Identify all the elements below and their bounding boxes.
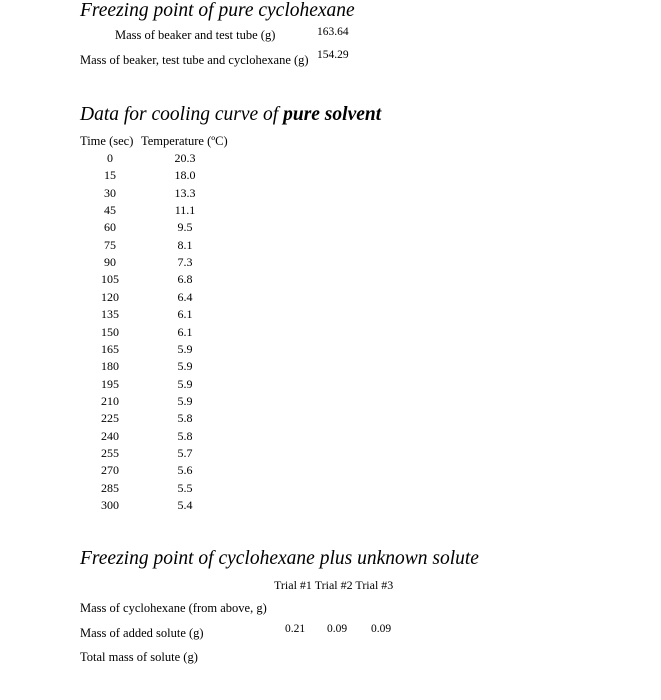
section3-title: Freezing point of cyclohexane plus unknown solute (80, 548, 479, 569)
row-time: 255 (101, 446, 119, 460)
row-temperature: 6.4 (177, 290, 193, 304)
row-temperature: 6.1 (177, 307, 193, 321)
row-temperature: 5.9 (177, 377, 193, 391)
row-time: 180 (101, 359, 119, 373)
section2-title-prefix: Data for cooling curve of (80, 104, 284, 125)
row-time: 0 (107, 151, 113, 165)
row-temperature: 5.5 (177, 481, 193, 495)
row-temperature: 5.9 (177, 359, 193, 373)
total-mass-row-label: Total mass of solute (g) (80, 650, 198, 664)
row-time: 30 (104, 186, 116, 200)
mass-beaker-value: 163.64 (317, 26, 349, 38)
row-temperature: 7.3 (177, 255, 193, 269)
row-temperature: 5.9 (177, 342, 193, 356)
mass-solute-trial-3: 0.09 (371, 623, 392, 635)
trial-header-3: Trial #3 (355, 578, 394, 592)
mass-beaker-label: Mass of beaker and test tube (g) (115, 28, 276, 42)
row-temperature: 20.3 (174, 151, 196, 165)
section2-title (80, 104, 381, 126)
row-time: 300 (101, 498, 119, 512)
section1-title: Freezing point of pure cyclohexane (80, 0, 355, 21)
mass-cyclohexane-row-label: Mass of cyclohexane (from above, g) (80, 601, 267, 615)
row-temperature: 5.8 (177, 429, 193, 443)
row-time: 15 (104, 168, 116, 182)
col-header-temperature: Temperature (ºC) (141, 134, 228, 148)
section2-title-bold: pure solvent (283, 104, 382, 125)
trial-headers (274, 578, 393, 593)
row-time: 135 (101, 307, 119, 321)
row-time: 60 (104, 220, 116, 234)
row-time: 90 (104, 255, 116, 269)
trial-header-1: Trial #1 (274, 578, 312, 592)
row-temperature: 5.6 (177, 463, 193, 477)
row-temperature: 5.7 (177, 446, 193, 460)
mass-solute-trial-1: 0.21 (285, 623, 306, 635)
trial-header-2: Trial #2 (314, 578, 353, 592)
row-temperature: 9.5 (177, 220, 193, 234)
row-time: 225 (101, 411, 119, 425)
row-temperature: 5.8 (177, 411, 193, 425)
row-time: 270 (101, 463, 119, 477)
row-temperature: 11.1 (174, 203, 196, 217)
row-time: 195 (101, 377, 119, 391)
row-temperature: 5.9 (177, 394, 193, 408)
row-temperature: 6.1 (177, 325, 193, 339)
row-time: 285 (101, 481, 119, 495)
row-time: 150 (101, 325, 119, 339)
col-header-time: Time (sec) (80, 134, 134, 148)
row-time: 120 (101, 290, 119, 304)
row-temperature: 8.1 (177, 238, 193, 252)
row-time: 75 (104, 238, 116, 252)
row-temperature: 18.0 (174, 168, 196, 182)
row-time: 105 (101, 272, 119, 286)
mass-solute-trial-2: 0.09 (327, 623, 348, 635)
row-temperature: 5.4 (177, 498, 193, 512)
row-time: 165 (101, 342, 119, 356)
mass-cyclohexane-value: 154.29 (317, 49, 349, 61)
row-temperature: 13.3 (174, 186, 196, 200)
row-time: 210 (101, 394, 119, 408)
row-time: 240 (101, 429, 119, 443)
row-temperature: 6.8 (177, 272, 193, 286)
mass-solute-row-label: Mass of added solute (g) (80, 626, 204, 640)
row-time: 45 (104, 203, 116, 217)
mass-cyclohexane-label: Mass of beaker, test tube and cyclohexane (g) (80, 53, 309, 67)
